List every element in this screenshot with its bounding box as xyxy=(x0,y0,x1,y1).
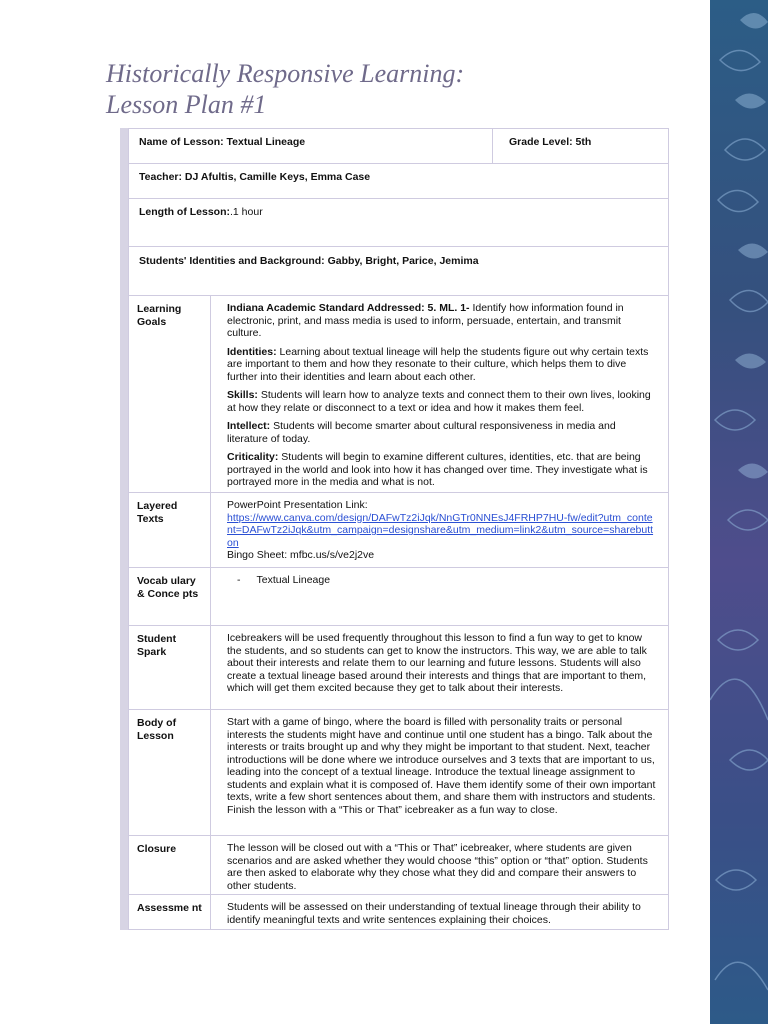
students-value: Gabby, Bright, Parice, Jemima xyxy=(327,255,479,267)
length-row xyxy=(128,199,669,247)
layered-texts-row xyxy=(128,493,669,568)
standard-label: Indiana Academic Standard Addressed: 5. ML. 1- xyxy=(227,302,470,314)
vocab-list-item xyxy=(227,574,658,587)
body-of-lesson-label: Body of Lesson xyxy=(129,710,211,835)
grade-level-value: 5th xyxy=(575,136,592,148)
layered-texts-content xyxy=(211,493,668,567)
criticality-text: Students will begin to examine different cultures, identities, etc. that are being portrayed in the world and look into how it has changed over time. They investigate what is portrayed more in the media and what is not. xyxy=(227,451,648,488)
closure-row xyxy=(128,836,669,895)
title-line-2: Lesson Plan #1 xyxy=(106,90,267,119)
length-value: .1 hour xyxy=(230,206,263,218)
lesson-name-cell xyxy=(129,129,493,163)
learning-goals-row xyxy=(128,296,669,493)
title-line-1: Historically Responsive Learning: xyxy=(106,59,465,88)
criticality-label: Criticality: xyxy=(227,451,279,463)
intellect-label: Intellect: xyxy=(227,420,271,432)
body-of-lesson-text: Start with a game of bingo, where the board is filled with personality traits or personal interests the students might have and continue until one student has a bingo. Talk about the interests or traits brought up and why they might be important to that student. Next, teacher introductions will be done where we introduce ourselves and 3 texts that are important to us, leading into the concept of a textual lineage. Introduce the textual lineage assignment to students and explain what it is composed of. Have them identify some of their own important texts, write a few short sentences about them, and share them with instructors and students. Finish the lesson with a “This or That” icebreaker as a fun way to close. xyxy=(227,716,656,816)
vocab-row xyxy=(128,568,669,626)
bingo-sheet-text: Bingo Sheet: mfbc.us/s/ve2j2ve xyxy=(227,549,375,561)
vocab-item: Textual Lineage xyxy=(256,574,331,586)
assessment-row xyxy=(128,895,669,930)
learning-goals-label: Learning Goals xyxy=(129,296,211,492)
document-title xyxy=(106,58,464,120)
intellect-text: Students will become smarter about cultural responsiveness in media and literature of today. xyxy=(227,420,616,445)
vocab-bullet: - xyxy=(237,574,241,586)
lesson-plan-table xyxy=(120,128,669,930)
grade-level-label: Grade Level: xyxy=(509,136,573,148)
ppt-link[interactable]: https://www.canva.com/design/DAFwTz2iJqk/NnGTr0NNEsJ4FRHP7HU-fw/edit?utm_content=DAFwTz2iJqk&utm_campaign=designshare&utm_medium=link2&utm_source=sharebutton xyxy=(227,511,654,549)
length-cell xyxy=(129,199,668,246)
ppt-label: PowerPoint Presentation Link: xyxy=(227,499,368,511)
student-spark-label: Student Spark xyxy=(129,626,211,709)
lesson-name-label: Name of Lesson: xyxy=(139,136,224,148)
grade-level-cell xyxy=(493,129,668,163)
leaf-pattern-icon xyxy=(710,0,768,1024)
layered-texts-label: Layered Texts xyxy=(129,493,211,567)
vocab-content xyxy=(211,568,668,625)
student-spark-row xyxy=(128,626,669,710)
teacher-value: DJ Afultis, Camille Keys, Emma Case xyxy=(184,171,371,183)
decorative-side-band xyxy=(710,0,768,1024)
closure-label: Closure xyxy=(129,836,211,894)
length-label: Length of Lesson: xyxy=(139,206,230,218)
student-spark-text: Icebreakers will be used frequently throughout this lesson to find a fun way to get to know the students, and so students can get to know the instructors. This way, we are able to talk about their interests and relate them to our learning and future lessons. Students will also create a textual lineage based around their interests and things that are important to them, which will get them excited because they get to talk about their interests. xyxy=(227,632,647,694)
identities-label: Identities: xyxy=(227,345,277,358)
skills-text: Students will learn how to analyze texts and connect them to their own lives, looking at how they relate or disconnect to a text or idea and how it makes them feel. xyxy=(227,389,651,414)
body-of-lesson-row xyxy=(128,710,669,836)
skills-label: Skills: xyxy=(227,389,258,401)
assessment-label: Assessme nt xyxy=(129,895,211,929)
vocab-label: Vocab ulary & Conce pts xyxy=(129,568,211,625)
lesson-name-row xyxy=(128,128,669,164)
assessment-text: Students will be assessed on their understanding of textual lineage through their ability to identify meaningful texts and write sentences explaining their choices. xyxy=(227,901,641,926)
teacher-row xyxy=(128,164,669,199)
lesson-name-value: Textual Lineage xyxy=(226,136,306,148)
closure-text: The lesson will be closed out with a “This or That” icebreaker, where students are given scenarios and are asked whether they would choose “this” option or “that” option. Students are then asked to elaborate why they chose what they did and compare their answers to other students. xyxy=(227,842,648,892)
identities-text: Learning about textual lineage will help the students figure out why certain texts are important to them and how they resonate to their culture, which helps them to dive further into their identities and learn about each other. xyxy=(227,345,649,383)
learning-goals-content xyxy=(211,296,668,492)
teacher-cell xyxy=(129,164,668,198)
teacher-label: Teacher: xyxy=(139,171,182,183)
standard-text: Identify how information found in electronic, print, and mass media is used to inform, persuade, entertain, and transmit culture. xyxy=(227,302,624,339)
students-row xyxy=(128,247,669,296)
students-label: Students' Identities and Background: xyxy=(139,255,325,267)
students-cell xyxy=(129,247,668,295)
